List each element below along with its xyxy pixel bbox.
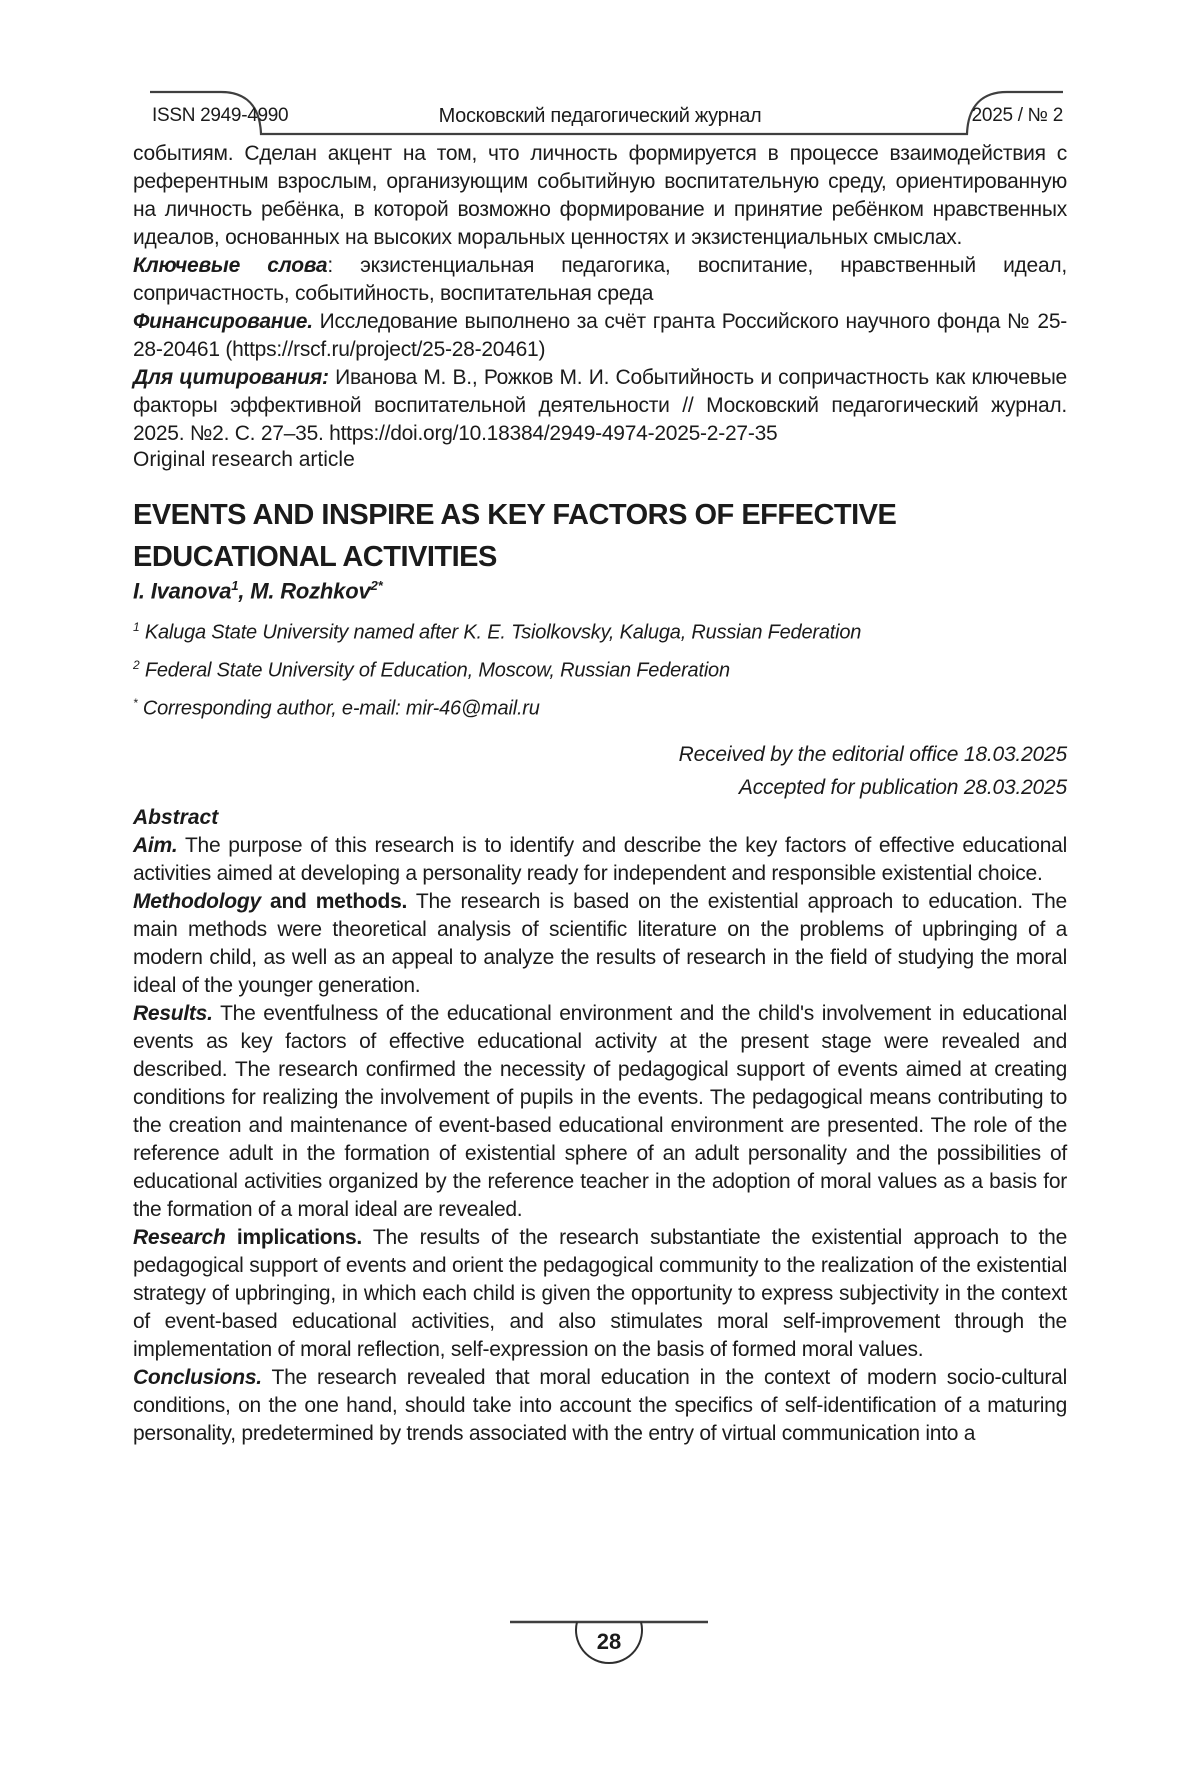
corresponding-author-line <box>133 687 1067 725</box>
affiliation-2 <box>133 649 1067 687</box>
affiliation-1-text: Kaluga State University named after K. E. Tsiolkovsky, Kaluga, Russian Federation <box>139 621 862 644</box>
abstract-heading: Abstract <box>133 806 219 830</box>
affiliation-1-mark: 1 <box>133 620 140 635</box>
author-1: I. Ivanova <box>133 578 232 604</box>
keywords-paragraph <box>133 252 1067 308</box>
header-issue: 2025 / № 2 <box>971 105 1063 126</box>
received-date: Received by the editorial office 18.03.2025 <box>678 743 1067 767</box>
abstract-results-label: Results. <box>133 1002 213 1026</box>
citation-paragraph <box>133 364 1067 448</box>
authors-separator: , <box>238 578 251 604</box>
page-header <box>133 80 1067 142</box>
abstract-conclusions-text: The research revealed that moral education in the context of modern socio-cultural conditions, on the one hand, should take into account the specifics of self-identification of a maturing personality, predetermined by trends associated with the entry of virtual communication into a <box>133 1366 1067 1446</box>
header-issn: ISSN 2949-4990 <box>152 105 289 126</box>
abstract-methodology-label: Methodology <box>133 890 261 914</box>
abstract-methodology-label-2: and methods. <box>260 890 408 914</box>
abstract-research-implications <box>133 1224 1067 1364</box>
accepted-date: Accepted for publication 28.03.2025 <box>738 776 1067 800</box>
footer-rule <box>133 1616 1067 1680</box>
abstract-results <box>133 1000 1067 1224</box>
funding-paragraph <box>133 308 1067 364</box>
header-journal-title: Московский педагогический журнал <box>438 105 762 127</box>
corresponding-author-text: Corresponding author, e-mail: mir-46@mail.ru <box>137 697 540 720</box>
article-title: EVENTS AND INSPIRE AS KEY FACTORS OF EFFECTIVE EDUCATIONAL ACTIVITIES <box>133 499 897 573</box>
funding-label: Финансирование. <box>133 310 313 333</box>
author-2: M. Rozhkov <box>250 578 371 604</box>
affiliation-2-mark: 2 <box>133 657 140 672</box>
abstract-research-implications-text: The results of the research substantiate the existential approach to the pedagogical support of events and orient the pedagogical community to the realization of the existential strategy of upbringing, in which each child is given the opportunity to express subjectivity in the context of event-based educational activities, and also stimulates moral self-improvement through the implementation of moral reflection, self-expression on the basis of formed moral values. <box>133 1226 1067 1362</box>
keywords-text: : экзистенциальная педагогика, воспитание, нравственный идеал, сопричастность, событийность, воспитательная среда <box>133 254 1068 305</box>
page-footer <box>133 1616 1067 1680</box>
affiliation-1 <box>133 611 1067 649</box>
abstract-conclusions-label: Conclusions. <box>133 1366 262 1390</box>
authors-line <box>133 578 1067 604</box>
abstract-aim-label: Aim. <box>133 834 178 858</box>
abstract-conclusions <box>133 1364 1067 1448</box>
abstract-research-implications-label: Research <box>133 1226 226 1250</box>
abstract-research-implications-label-2: implications. <box>225 1226 362 1250</box>
page-number: 28 <box>596 1629 622 1654</box>
author-2-affiliation-mark: 2* <box>370 578 383 593</box>
abstract-methodology <box>133 888 1067 1000</box>
article-type: Original research article <box>133 448 355 471</box>
continuation-paragraph: событиям. Сделан акцент на том, что личность формируется в процессе взаимодействия с референтным взрослым, организующим событийную воспитательную среду, ориентированную на личность ребёнка, в которой возможно формирование и принятие ребёнком нравственных идеалов, основанных на высоких моральных ценностях и экзистенциальных смыслах. <box>133 142 1067 249</box>
editorial-dates <box>133 738 1067 804</box>
citation-text: Иванова М. В., Рожков М. И. Событийность и сопричастность как ключевые факторы эффективной воспитательной деятельности // Московский педагогический журнал. 2025. №2. С. 27–35. https://doi.org/10.18384/2949-4974-2025-2-27-35 <box>133 366 1067 445</box>
affiliation-2-text: Federal State University of Education, Moscow, Russian Federation <box>139 659 730 682</box>
funding-text: Исследование выполнено за счёт гранта Российского научного фонда № 25-28-20461 (https://rscf.ru/project/25-28-20461) <box>133 310 1067 361</box>
abstract-aim <box>133 832 1067 888</box>
corresponding-author-mark: * <box>133 695 138 710</box>
affiliations <box>133 611 1067 724</box>
article-content <box>133 140 1067 1448</box>
abstract-aim-text: The purpose of this research is to identify and describe the key factors of effective educational activities aimed at developing a personality ready for independent and responsible existential choice. <box>133 834 1067 886</box>
keywords-label: Ключевые слова <box>133 254 328 277</box>
abstract-results-text: The eventfulness of the educational environment and the child's involvement in educational events as key factors of effective educational activity at the present stage were revealed and described. The research confirmed the necessity of pedagogical support of events aimed at creating conditions for realizing the involvement of pupils in the events. The pedagogical means contributing to the creation and maintenance of event-based educational environment are presented. The role of the reference adult in the formation of existential sphere of an adult personality and the possibilities of educational activities organized by the reference teacher in the adoption of moral values as a basis for the formation of a moral ideal are revealed. <box>133 1002 1067 1222</box>
author-1-affiliation-mark: 1 <box>231 578 239 593</box>
citation-label: Для цитирования: <box>133 366 329 389</box>
abstract-methodology-text: The research is based on the existential approach to education. The main methods were theoretical analysis of scientific literature on the problems of upbringing of a modern child, as well as an appeal to analyze the results of research in the field of studying the moral ideal of the younger generation. <box>133 890 1067 998</box>
